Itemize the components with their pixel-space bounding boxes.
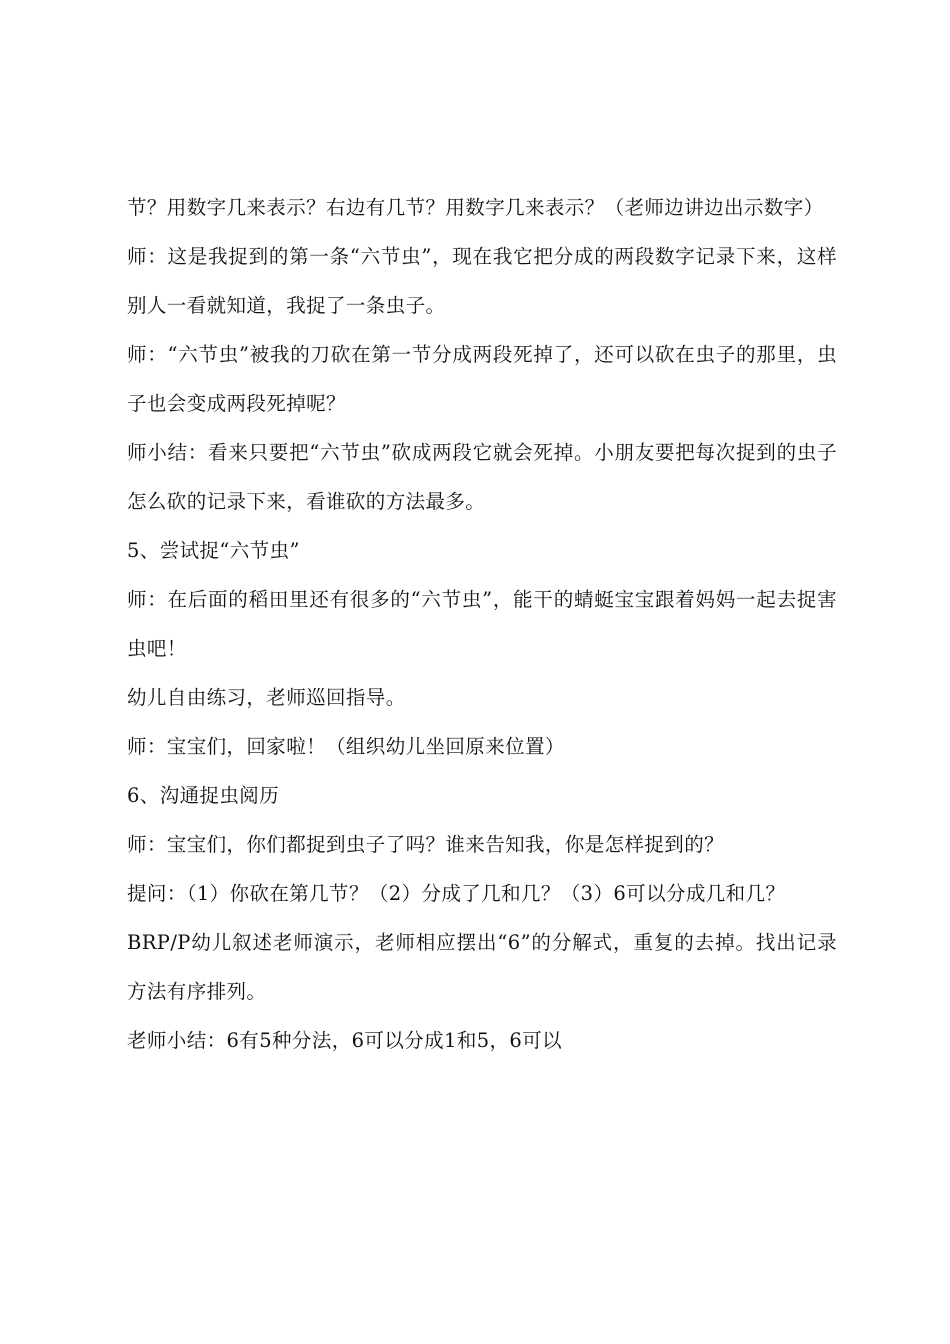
section-heading-6: 6、沟通捉虫阅历 bbox=[127, 784, 280, 807]
paragraph-10: 师：宝宝们，你们都捉到虫子了吗？谁来告知我，你是怎样捉到的？ bbox=[127, 833, 725, 856]
paragraph-2: 师：这是我捉到的第一条“六节虫”，现在我它把分成的两段数字记录下来，这样别人一看就知道，我捉了一条虫子。 bbox=[127, 245, 837, 317]
section-heading-5: 5、尝试捉“六节虫” bbox=[127, 539, 300, 562]
paragraph-12: BRP/P幼儿叙述老师演示，老师相应摆出“6”的分解式，重复的去掉。找出记录方法有序排列。 bbox=[127, 931, 837, 1003]
paragraph-3: 师：“六节虫”被我的刀砍在第一节分成两段死掉了，还可以砍在虫子的那里，虫子也会变成两段死掉呢？ bbox=[127, 343, 837, 415]
paragraph-11: 提问：（1）你砍在第几节？（2）分成了几和几？（3）6可以分成几和几？ bbox=[127, 882, 786, 905]
document-body bbox=[127, 183, 837, 1065]
paragraph-7: 幼儿自由练习，老师巡回指导。 bbox=[127, 686, 406, 709]
paragraph-6: 师：在后面的稻田里还有很多的“六节虫”，能干的蜻蜓宝宝跟着妈妈一起去捉害虫吧！ bbox=[127, 588, 837, 660]
paragraph-8: 师：宝宝们，回家啦！（组织幼儿坐回原来位置） bbox=[127, 735, 565, 758]
paragraph-4: 师小结：看来只要把“六节虫”砍成两段它就会死掉。小朋友要把每次捉到的虫子怎么砍的记录下来，看谁砍的方法最多。 bbox=[127, 441, 837, 513]
paragraph-13: 老师小结：6有5种分法，6可以分成1和5，6可以 bbox=[127, 1029, 563, 1052]
paragraph-1: 节？用数字几来表示？右边有几节？用数字几来表示？（老师边讲边出示数字） bbox=[127, 196, 824, 219]
